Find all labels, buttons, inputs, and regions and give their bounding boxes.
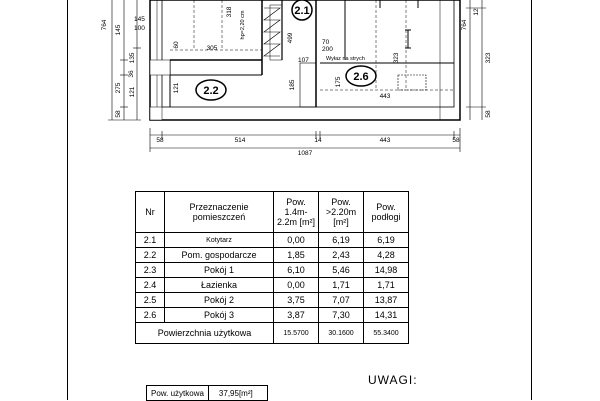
dim-inner-70: 70 <box>322 39 330 46</box>
dim-inner-175: 175 <box>335 76 342 88</box>
dim-inner-318: 318 <box>226 6 233 18</box>
dim-inner-443: 443 <box>379 93 391 100</box>
room-2-6-label: 2.6 <box>353 71 369 83</box>
table-header-row <box>136 192 409 233</box>
dim-bottom-2: 14 <box>314 137 322 144</box>
dim-bottom-3: 443 <box>379 137 391 144</box>
dim-inner-499: 499 <box>287 32 294 44</box>
table-row <box>136 293 409 308</box>
room-marker-2-1 <box>292 0 312 20</box>
dim-right-2: 323 <box>485 52 492 64</box>
dim-left-total: 764 <box>101 19 108 31</box>
cell-area-high: 7,07 <box>319 293 364 308</box>
table-row <box>136 248 409 263</box>
dim-bottom-1: 514 <box>234 137 246 144</box>
floor-plan <box>0 0 600 180</box>
cell-floor-area: 6,19 <box>364 233 409 248</box>
header-area-high: Pow. >2.20m [m²] <box>319 192 364 233</box>
cell-floor-area: 4,28 <box>364 248 409 263</box>
cell-nr: 2.4 <box>136 278 165 293</box>
table-row <box>136 233 409 248</box>
cell-area-low: 6,10 <box>274 263 319 278</box>
cell-name: Pokój 2 <box>165 293 274 308</box>
cell-nr: 2.2 <box>136 248 165 263</box>
summary-area-high: 30.1600 <box>319 323 364 344</box>
dim-inner-107: 107 <box>298 57 309 64</box>
usable-area-box <box>146 385 268 401</box>
cell-area-low: 1,85 <box>274 248 319 263</box>
summary-floor-area: 55.3400 <box>364 323 409 344</box>
room-marker-2-2 <box>196 80 226 100</box>
table-row <box>136 308 409 323</box>
cell-area-low: 3,75 <box>274 293 319 308</box>
table-row <box>136 263 409 278</box>
dim-inner-305: 305 <box>206 45 218 52</box>
cell-area-high: 6,19 <box>319 233 364 248</box>
dim-left-8: 58 <box>115 110 122 118</box>
dim-inner-185: 185 <box>289 79 296 91</box>
cell-area-high: 1,71 <box>319 278 364 293</box>
header-purpose: Przeznaczenie pomieszczeń <box>165 192 274 233</box>
usable-area-label: Pow. użytkowa <box>147 386 209 401</box>
cell-name: Pokój 1 <box>165 263 274 278</box>
cell-nr: 2.6 <box>136 308 165 323</box>
dim-inner-hp: hp=2,20 cm <box>240 10 246 40</box>
notes-title: UWAGI: <box>368 373 418 387</box>
cell-floor-area: 13,87 <box>364 293 409 308</box>
cell-nr: 2.3 <box>136 263 165 278</box>
dim-inner-323: 323 <box>393 52 400 64</box>
cell-nr: 2.5 <box>136 293 165 308</box>
cell-area-low: 0,00 <box>274 233 319 248</box>
dim-right-3: 58 <box>485 110 492 118</box>
cell-area-high: 2,43 <box>319 248 364 263</box>
dim-right-0: 12 <box>473 8 480 16</box>
dim-inner-200: 200 <box>322 46 333 53</box>
table-row <box>136 278 409 293</box>
dim-bottom-0: 58 <box>156 137 164 144</box>
cell-area-low: 3,87 <box>274 308 319 323</box>
summary-label: Powierzchnia użytkowa <box>136 323 274 344</box>
attic-hatch-note: Wyłaz na strych <box>326 56 365 62</box>
cell-area-high: 5,46 <box>319 263 364 278</box>
header-nr: Nr <box>136 192 165 233</box>
room-2-2-label: 2.2 <box>203 85 219 97</box>
dim-left-2: 145 <box>134 16 145 23</box>
dim-left-3: 100 <box>134 25 145 32</box>
dim-left-1: 145 <box>115 24 122 36</box>
cell-nr: 2.1 <box>136 233 165 248</box>
dim-right-1: 764 <box>461 19 468 31</box>
dim-left-7: 121 <box>129 86 136 98</box>
dim-inner-60: 60 <box>173 41 180 49</box>
dim-left-4: 135 <box>129 52 136 64</box>
table-summary-row <box>136 323 409 344</box>
cell-area-high: 7,30 <box>319 308 364 323</box>
usable-area-value: 37,95[m²] <box>208 386 267 401</box>
dim-left-5: 36 <box>128 70 135 78</box>
header-floor-area: Pow. podłogi <box>364 192 409 233</box>
room-areas-table <box>135 191 409 344</box>
cell-floor-area: 1,71 <box>364 278 409 293</box>
cell-name: Łazienka <box>165 278 274 293</box>
cell-floor-area: 14,98 <box>364 263 409 278</box>
room-2-1-label: 2.1 <box>294 5 310 17</box>
cell-name: Kotytarz <box>165 233 274 248</box>
header-area-low: Pow. 1.4m-2.2m [m²] <box>274 192 319 233</box>
cell-area-low: 0,00 <box>274 278 319 293</box>
cell-name: Pokój 3 <box>165 308 274 323</box>
dim-inner-121: 121 <box>173 82 180 94</box>
dim-total: 1087 <box>297 150 313 157</box>
dim-bottom-4: 58 <box>452 137 460 144</box>
summary-area-low: 15.5700 <box>274 323 319 344</box>
dim-left-6: 275 <box>115 82 122 94</box>
cell-name: Pom. gospodarcze <box>165 248 274 263</box>
cell-floor-area: 14,31 <box>364 308 409 323</box>
room-marker-2-6 <box>346 66 376 86</box>
